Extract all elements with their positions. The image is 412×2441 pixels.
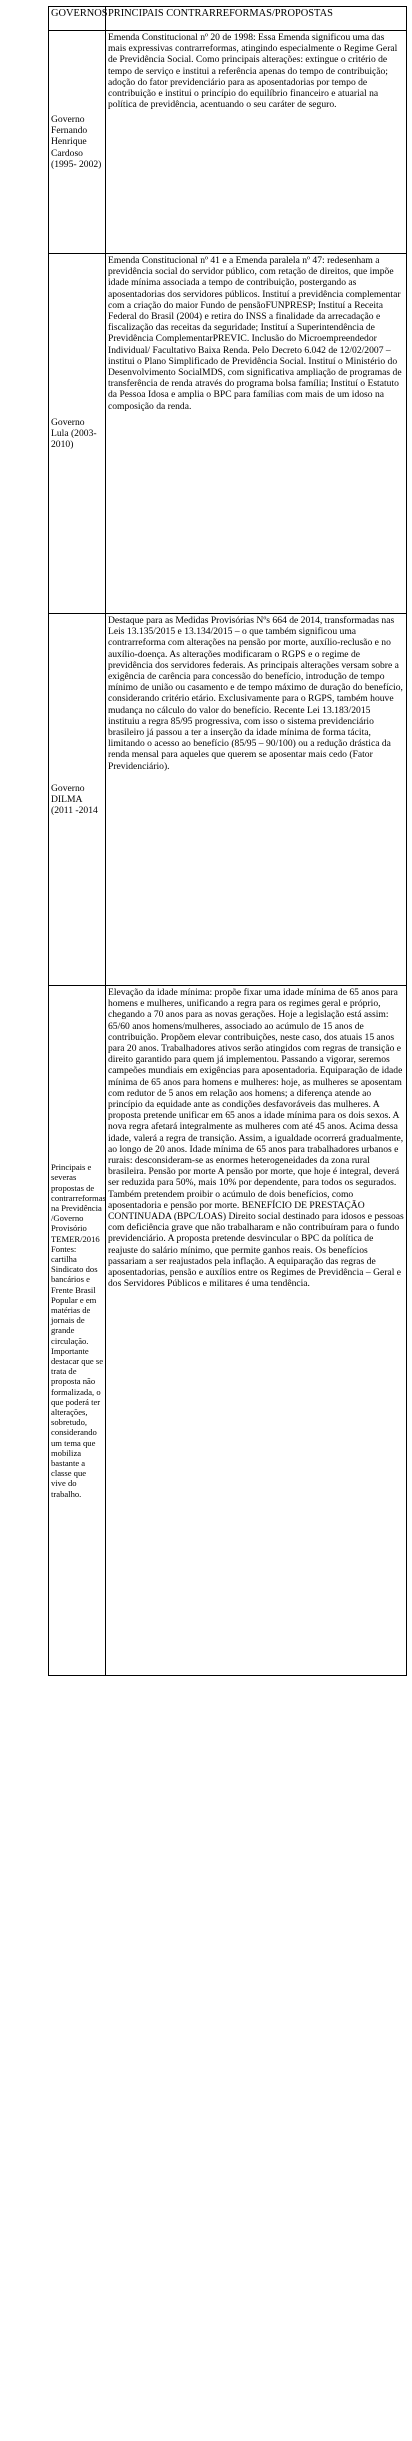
reforms-table <box>48 6 407 1676</box>
government-cell: Governo Fernando Henrique Cardoso (1995- 2002) <box>49 31 106 254</box>
header-principais-contrarreformas: PRINCIPAIS CONTRARREFORMAS/PROPOSTAS <box>106 7 407 31</box>
government-cell: Governo Lula (2003-2010) <box>49 254 106 614</box>
government-cell: Principais e severas propostas de contrarreformas na Previdência /Governo Provisório TEMER/2016 Fontes: cartilha Sindicato dos bancários e Frente Brasil Popular e em matérias de jornais de grande circulação. Importante destacar que se trata de proposta não formalizada, o que poderá ter alterações, sobretudo, considerando um tema que mobiliza bastante a classe que vive do trabalho. <box>49 986 106 1676</box>
header-governos: GOVERNOS <box>49 7 106 31</box>
table-header-row <box>49 7 407 31</box>
content-cell: Emenda Constitucional nº 20 de 1998: Essa Emenda significou uma das mais expressivas contrarreformas, atingindo especialmente o Regime Geral de Previdência Social. Como principais alterações: extingue o critério de tempo de serviço e institui a referência apenas do tempo de contribuição; adoção do fator previdenciário para as aposentadorias por tempo de contribuição e institui o princípio do equilíbrio financeiro e atuarial na política de previdência, acentuando o seu caráter de seguro. <box>106 31 407 254</box>
table-row <box>49 614 407 986</box>
table-row <box>49 31 407 254</box>
content-cell: Destaque para as Medidas Provisórias Nºs 664 de 2014, transformadas nas Leis 13.135/2015 e 13.134/2015 – o que também significou uma contrarreforma com alterações na pensão por morte, auxílio-reclusão e no auxílio-doença. As alterações modificaram o RGPS e o regime de previdência dos servidores federais. As principais alterações versam sobre a exigência de carência para concessão do benefício, introdução de tempo mínimo de união ou casamento e de tempo máximo de duração do benefício, considerando critério etário. Exclusivamente para o RGPS, também houve mudança no cálculo do valor do benefício. Recente Lei 13.183/2015 instituiu a regra 85/95 progressiva, com isso o sistema previdenciário brasileiro já passou a ter a inserção da idade mínima de forma tácita, limitando o acesso ao benefício (85/95 – 90/100) ou a redução drástica da renda mensal para aqueles que querem se aposentar mais cedo (Fator Previdenciário). <box>106 614 407 986</box>
table-row <box>49 254 407 614</box>
government-cell: Governo DILMA (2011 -2014 <box>49 614 106 986</box>
content-cell: Emenda Constitucional nº 41 e a Emenda paralela nº 47: redesenham a previdência social do servidor público, com retação de direitos, que impõe idade mínima associada a tempo de contribuição, postergando as aposentadorias dos servidores públicos. Instituí a previdência complementar com a criação do maior Fundo de pensãoFUNPRESP; Instituí a Receita Federal do Brasil (2004) e retira do INSS a finalidade da arrecadação e fiscalização das receitas da seguridade; Instituí a Superintendência de Previdência ComplementarPREVIC. Inclusão do Microempreendedor Individual/ Facultativo Baixa Renda. Pelo Decreto 6.042 de 12/02/2007 – institui o Plano Simplificado de Previdência Social. Instituí o Ministério do Desenvolvimento SocialMDS, com significativa ampliação de programas de transferência de renda através do programa bolsa família; Instituí o Estatuto da Pessoa Idosa e amplia o BPC para famílias com mais de um idoso na composição da renda. <box>106 254 407 614</box>
content-cell: Elevação da idade mínima: propõe fixar uma idade mínima de 65 anos para homens e mulheres, unificando a regra para os regimes geral e próprio, chegando a 70 anos para as novas gerações. Hoje a legislação está assim: 65/60 anos homens/mulheres, associado ao acúmulo de 15 anos de contribuição. Propõem elevar contribuições, neste caso, dos atuais 15 anos para 20 anos. Trabalhadores ativos serão atingidos com regras de transição e direito garantido para quem já implementou. Passando a vigorar, seremos campeões mundiais em exigências para aposentadoria. Equiparação de idade mínima de 65 anos para homens e mulheres: hoje, as mulheres se aposentam com redutor de 5 anos em relação aos homens; a diferença atende ao princípio da equidade ante as condições desfavoráveis das mulheres. A proposta pretende unificar em 65 anos a idade mínima para os dois sexos. A nova regra afetará integralmente as mulheres com até 45 anos. Acima dessa idade, valerá a regra de transição. Assim, a igualdade ocorrerá gradualmente, ao longo de 20 anos. Idade mínima de 65 anos para trabalhadores urbanos e rurais: desconsideram-se as enormes heterogeneidades da zona rural brasileira. Pensão por morte A pensão por morte, que hoje é integral, deverá ser reduzida para 50%, mais 10% por dependente, para todos os segurados. Também pretendem proibir o acúmulo de dois benefícios, como aposentadoria e pensão por morte. BENEFÍCIO DE PRESTAÇÃO CONTINUADA (BPC/LOAS) Direito social destinado para idosos e pessoas com deficiência grave que não trabalharam e não contribuíram para o fundo previdenciário. A proposta pretende desvincular o BPC da política de reajuste do salário mínimo, que permite ganhos reais. Os benefícios passariam a ser reajustados pela inflação. A equiparação das regras de aposentadorias, pensão e auxílios entre os Regimes de Previdência – Geral e dos Servidores Públicos e militares é uma tendência. <box>106 986 407 1676</box>
table-row <box>49 986 407 1676</box>
